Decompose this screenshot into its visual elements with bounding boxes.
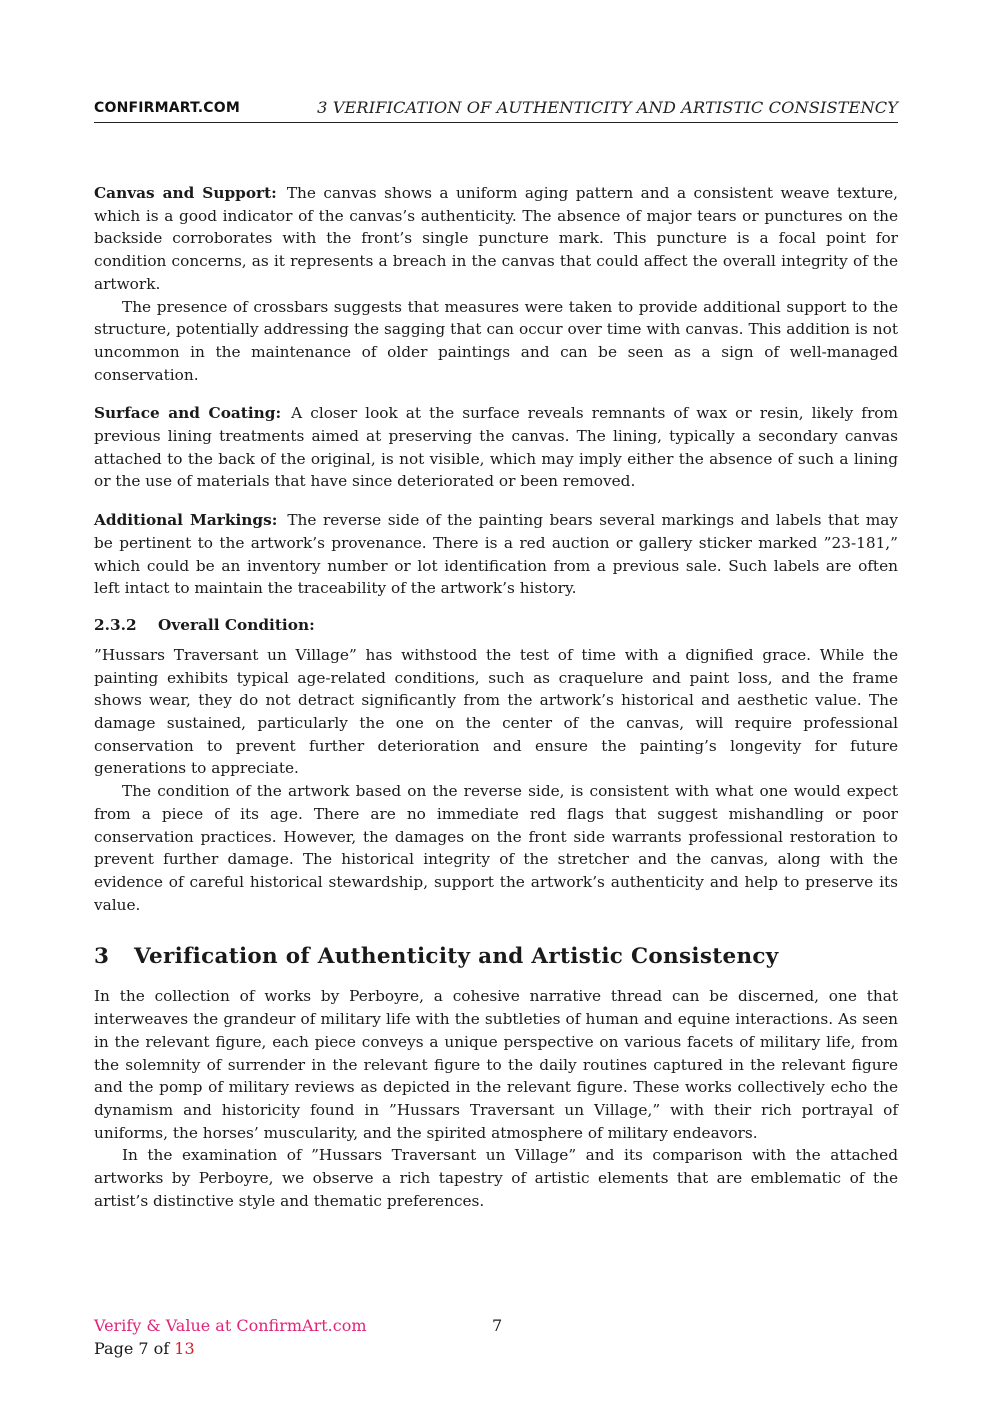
subsection-title: Overall Condition: (158, 615, 315, 634)
paragraph: The presence of crossbars suggests that measures were taken to provide additional support to the structure, potentially addressing the sagging that can occur over time with canvas. This addition is not uncommon in the maintenance of older paintings and can be seen as a sign of well-managed conservation. (94, 297, 898, 384)
canvas-support-block (94, 182, 898, 386)
surface-coating-block (94, 402, 898, 493)
page-header (94, 96, 898, 123)
page-number: 7 (492, 1316, 503, 1335)
paragraph: The condition of the artwork based on the reverse side, is consistent with what one would expect from a piece of its age. There are no immediate red flags that suggest mishandling or poor conservation practices. However, the damages on the front side warrants professional restoration to prevent further damage. The historical integrity of the stretcher and the canvas, along with the evidence of careful historical stewardship, support the artwork’s authenticity and help to preserve its value. (94, 782, 898, 914)
main-content (94, 182, 898, 1212)
paragraph-text: A closer look at the surface reveals remnants of wax or resin, likely from previous lining treatments aimed at preserving the canvas. The lining, typically a secondary canvas attached to the back of the original, is not visible, which may imply either the absence of such a lining or the use of materials that have since deteriorated or been removed. (94, 404, 898, 491)
document-page (94, 0, 898, 1404)
additional-markings-block (94, 509, 898, 600)
subsection-number: 2.3.2 (94, 615, 137, 634)
paragraph-text: The reverse side of the painting bears several markings and labels that may be pertinent to the artwork’s provenance. There is a red auction or gallery sticker marked ”23-181,” which could be an inventory number or lot identification from a previous sale. Such labels are often left intact to maintain the traceability of the artwork’s history. (94, 511, 898, 598)
page-count-prefix: Page 7 of (94, 1339, 170, 1358)
section-title: Verification of Authenticity and Artistic Consistency (134, 944, 779, 970)
section-number: 3 (94, 944, 110, 970)
page-footer (94, 1314, 898, 1360)
paragraph-text: The canvas shows a uniform aging pattern and a consistent weave texture, which is a good indicator of the canvas’s authenticity. The absence of major tears or punctures on the backside corroborates with the front’s single puncture mark. This puncture is a focal point for condition concerns, as it represents a breach in the canvas that could affect the overall integrity of the artwork. (94, 184, 898, 293)
confirmart-logo: CONFIRMART.COM (94, 100, 241, 116)
runin-heading: Surface and Coating: (94, 404, 282, 423)
running-title: 3 VERIFICATION OF AUTHENTICITY AND ARTISTIC CONSISTENCY (317, 98, 898, 117)
section-heading (94, 944, 898, 969)
runin-heading: Canvas and Support: (94, 184, 277, 202)
paragraph: In the examination of ”Hussars Traversant un Village” and its comparison with the attached artworks by Perboyre, we observe a rich tapestry of artistic elements that are emblematic of the artist’s distinctive style and thematic preferences. (94, 1146, 898, 1210)
runin-heading: Additional Markings: (94, 511, 278, 530)
subsection-heading (94, 616, 898, 634)
page-count (94, 1337, 898, 1360)
paragraph (94, 402, 898, 493)
paragraph (94, 509, 898, 600)
paragraph: ”Hussars Traversant un Village” has withstood the test of time with a dignified grace. While the painting exhibits typical age-related conditions, such as craquelure and paint loss, and the frame shows wear, they do not detract significantly from the artwork’s historical and aesthetic value. The damage sustained, particularly the one on the center of the canvas, will require professional conservation to prevent further deterioration and ensure the painting’s longevity for future generations to appreciate. (94, 645, 898, 778)
paragraph: In the collection of works by Perboyre, a cohesive narrative thread can be discerned, one that interweaves the grandeur of military life with the subtleties of human and equine interactions. As seen in the relevant figure, each piece conveys a unique perspective on various facets of military life, from the solemnity of surrender in the relevant figure to the daily routines captured in the relevant figure and the pomp of military reviews as depicted in the relevant figure. These works collectively echo the dynamism and historicity found in ”Hussars Traversant un Village,” with their rich portrayal of uniforms, the horses’ muscularity, and the spirited atmosphere of military endeavors. (94, 987, 898, 1142)
paragraph (94, 182, 898, 296)
verify-link[interactable]: Verify & Value at ConfirmArt.com (94, 1316, 367, 1335)
page-total-link[interactable]: 13 (174, 1339, 195, 1358)
